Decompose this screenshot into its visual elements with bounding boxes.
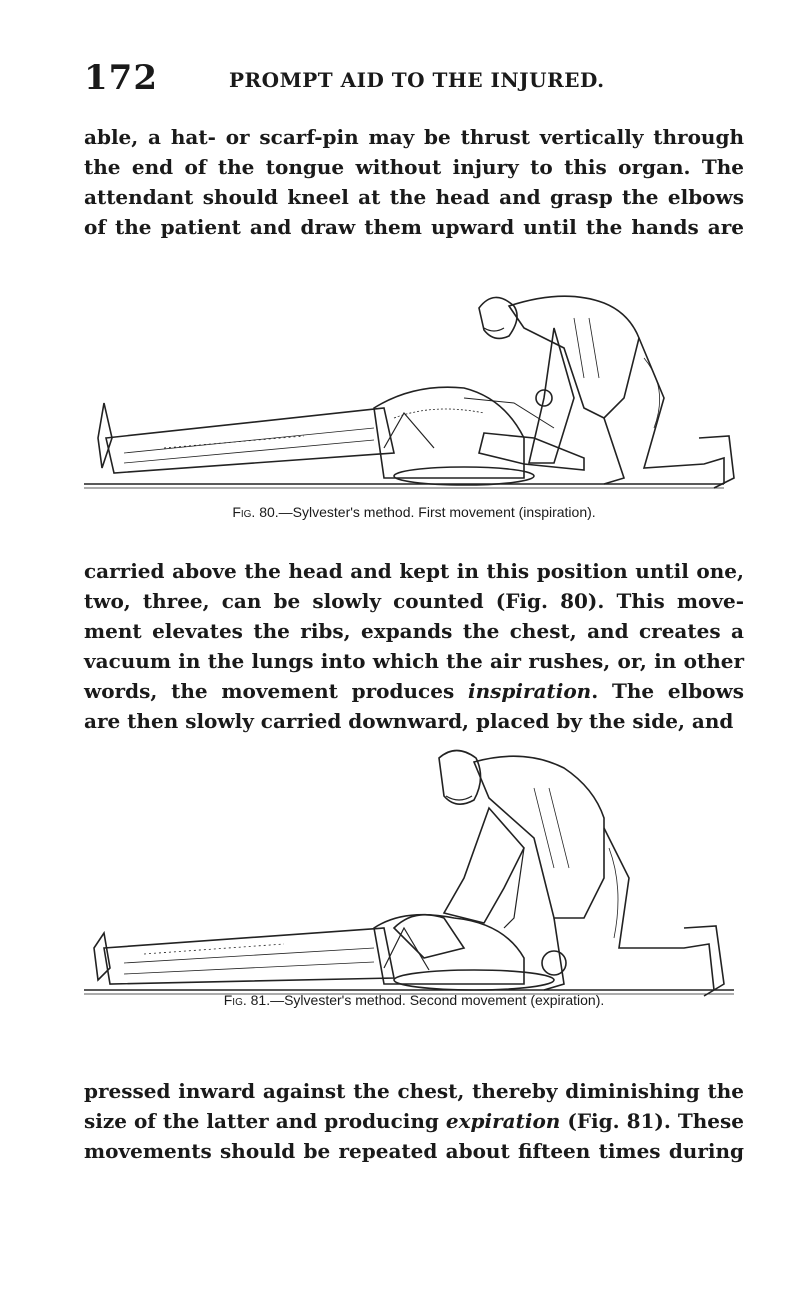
emphasis-inspiration: inspiration xyxy=(468,679,592,703)
figure-81-caption xyxy=(84,992,744,1008)
paragraph-3 xyxy=(84,1076,744,1166)
attendant-arm xyxy=(444,808,524,923)
patient-roll xyxy=(394,467,534,485)
attendant-leg xyxy=(604,418,624,484)
caption-text: —Sylvester's method. Second movement (expiration). xyxy=(270,992,605,1008)
text-line: the end of the tongue without injury to this organ. The xyxy=(84,155,744,179)
running-title: PROMPT AID TO THE INJURED. xyxy=(229,68,605,92)
text-line: of the patient and draw them upward until the hands are xyxy=(84,215,744,239)
text-line: vacuum in the lungs into which the air rushes, or, in other xyxy=(84,649,744,673)
text-line: are then slowly carried downward, placed by the side, and xyxy=(84,709,734,733)
attendant-rear-leg xyxy=(604,828,714,990)
figure-80-illustration xyxy=(84,288,752,500)
text-line xyxy=(84,676,744,706)
attendant-rear-leg xyxy=(639,338,724,484)
text-run: words, the movement produces xyxy=(84,679,468,703)
text-line: carried above the head and kept in this position until one, xyxy=(84,559,744,583)
patient-legs xyxy=(104,928,394,984)
patient-arm xyxy=(394,915,464,958)
attendant-boot xyxy=(699,436,734,488)
text-run: . The elbows xyxy=(591,679,744,703)
figure-80 xyxy=(84,288,752,520)
text-run: (Fig. 81). These xyxy=(560,1109,744,1133)
text-line xyxy=(84,1106,744,1136)
text-line: two, three, can be slowly counted (Fig. 80). This move- xyxy=(84,589,744,613)
caption-text: —Sylvester's method. First movement (inspiration). xyxy=(278,504,596,520)
figure-label: Fig. 80. xyxy=(232,504,279,520)
text-line: movements should be repeated about fifteen times during xyxy=(84,1139,744,1163)
figure-80-caption xyxy=(84,504,744,520)
patient-roll xyxy=(394,970,554,990)
figure-81-illustration xyxy=(84,748,752,1012)
patient-torso xyxy=(374,387,524,478)
attendant-head xyxy=(439,751,481,805)
figure-81 xyxy=(84,748,752,1012)
figure-label: Fig. 81. xyxy=(223,992,271,1008)
attendant-torso xyxy=(474,756,604,918)
attendant-head xyxy=(479,297,517,338)
paragraph-1 xyxy=(84,122,744,242)
paragraph-2 xyxy=(84,556,744,736)
text-line: able, a hat- or scarf-pin may be thrust vertically through xyxy=(84,125,744,149)
text-line: pressed inward against the chest, thereby diminishing the xyxy=(84,1079,744,1103)
text-run: size of the latter and producing xyxy=(84,1109,446,1133)
page-number: 172 xyxy=(84,58,158,98)
text-line: ment elevates the ribs, expands the chest, and creates a xyxy=(84,619,744,643)
text-line: attendant should kneel at the head and grasp the elbows xyxy=(84,185,744,209)
attendant-boot xyxy=(684,926,724,996)
emphasis-expiration: expiration xyxy=(445,1109,561,1133)
running-head xyxy=(84,58,744,98)
